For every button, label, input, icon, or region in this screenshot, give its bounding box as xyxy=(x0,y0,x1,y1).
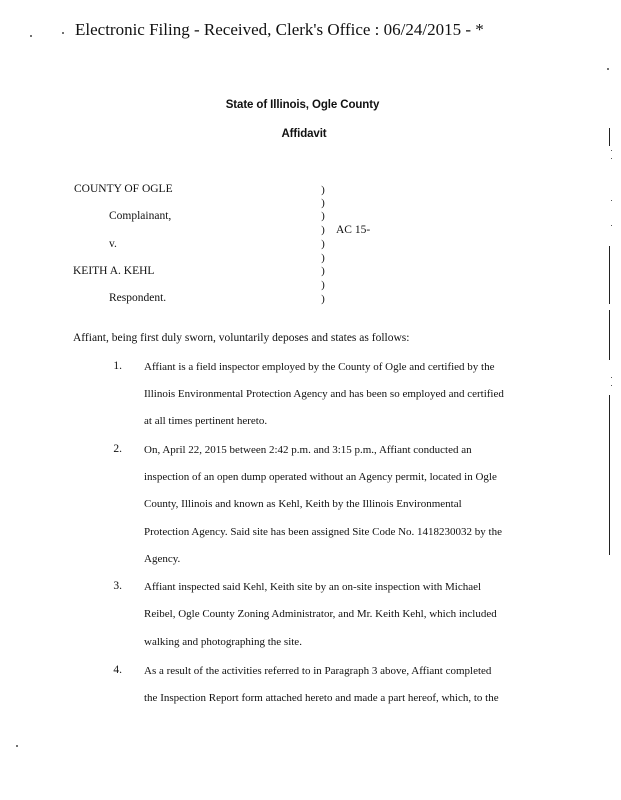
margin-tick xyxy=(611,377,612,378)
paragraph-line: County, Illinois and known as Kehl, Keith by the Illinois Environmental xyxy=(144,498,462,510)
margin-tick xyxy=(611,150,612,151)
scan-speck xyxy=(30,35,32,37)
margin-scan-line xyxy=(609,395,610,555)
caption-paren: ) xyxy=(321,293,325,305)
paragraph-line: walking and photographing the site. xyxy=(144,636,302,648)
filing-stamp: Electronic Filing - Received, Clerk's Office : 06/24/2015 - * xyxy=(75,20,484,39)
caption-paren: ) xyxy=(321,184,325,196)
caption-respondent-label: Respondent. xyxy=(109,292,167,304)
paragraph-line: at all times pertinent hereto. xyxy=(144,415,268,427)
paragraph-line: Affiant inspected said Kehl, Keith site by an on-site inspection with Michael xyxy=(144,581,482,593)
margin-tick xyxy=(611,225,612,226)
paragraph-number: 3. xyxy=(113,580,122,592)
caption-paren: ) xyxy=(321,197,325,209)
caption-paren: ) xyxy=(321,238,325,250)
intro-statement: Affiant, being first duly sworn, voluntarily deposes and states as follows: xyxy=(73,332,410,344)
paragraph-line: Illinois Environmental Protection Agency and has been so employed and certified xyxy=(144,388,504,400)
paragraph-line: Reibel, Ogle County Zoning Administrator, and Mr. Keith Kehl, which included xyxy=(144,608,497,620)
margin-scan-line xyxy=(609,310,610,360)
paragraph-number: 1. xyxy=(113,360,122,372)
paragraph-number: 2. xyxy=(113,443,122,455)
scan-speck xyxy=(62,32,64,34)
margin-tick xyxy=(611,200,612,201)
caption-paren: ) xyxy=(321,210,325,222)
paragraph-number: 4. xyxy=(113,664,122,676)
paragraph-line: inspection of an open dump operated without an Agency permit, located in Ogle xyxy=(144,471,497,483)
document-subtitle: Affidavit xyxy=(281,128,327,140)
margin-tick xyxy=(611,385,612,386)
paragraph-line: As a result of the activities referred to in Paragraph 3 above, Affiant completed xyxy=(144,665,492,677)
case-number: AC 15- xyxy=(336,224,371,236)
caption-paren: ) xyxy=(321,265,325,277)
paragraph-line: Affiant is a field inspector employed by the County of Ogle and certified by the xyxy=(144,361,495,373)
paragraph-line: On, April 22, 2015 between 2:42 p.m. and 3:15 p.m., Affiant conducted an xyxy=(144,444,472,456)
margin-scan-line xyxy=(609,246,610,304)
paragraph-line: Agency. xyxy=(144,553,181,565)
caption-complainant-label: Complainant, xyxy=(109,210,172,222)
caption-versus: v. xyxy=(109,238,117,250)
paragraph-line: the Inspection Report form attached hereto and made a part hereof, which, to the xyxy=(144,692,499,704)
caption-paren: ) xyxy=(321,224,325,236)
scan-speck xyxy=(16,745,18,747)
scan-speck xyxy=(607,68,609,70)
margin-tick xyxy=(611,158,612,159)
caption-paren: ) xyxy=(321,252,325,264)
margin-scan-line xyxy=(609,128,610,146)
caption-paren: ) xyxy=(321,279,325,291)
caption-respondent-name: KEITH A. KEHL xyxy=(73,265,155,277)
caption-county: COUNTY OF OGLE xyxy=(74,183,173,195)
document-title: State of Illinois, Ogle County xyxy=(225,99,380,111)
paragraph-line: Protection Agency. Said site has been assigned Site Code No. 1418230032 by the xyxy=(144,526,502,538)
